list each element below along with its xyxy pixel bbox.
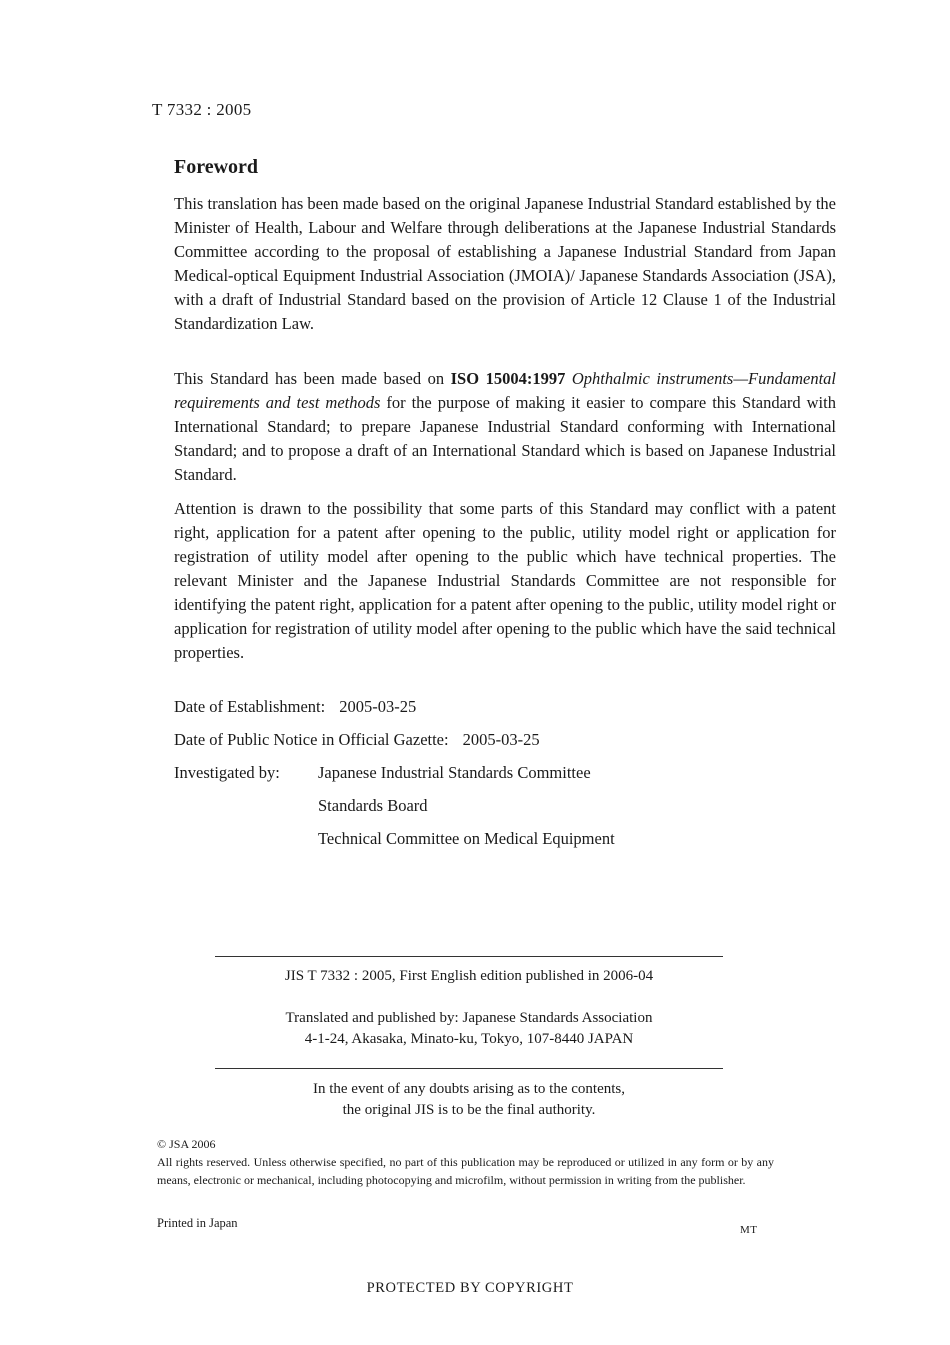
authority-notice — [215, 1079, 723, 1121]
copyright-notice: © JSA 2006 — [157, 1137, 216, 1151]
rights-statement: All rights reserved. Unless otherwise specified, no part of this publication may be reproduced or utilized in any form or by any means, electronic or mechanical, including photocopying and microfilm, without permission in writing from the publisher. — [157, 1155, 774, 1187]
document-id: T 7332 : 2005 — [152, 100, 252, 119]
investigated-label: Investigated by: — [174, 763, 280, 782]
establishment-date — [174, 697, 416, 717]
establishment-value: 2005-03-25 — [339, 697, 417, 716]
iso-reference: ISO 15004:1997 — [450, 369, 566, 388]
divider — [215, 1068, 723, 1069]
foreword-heading: Foreword — [174, 156, 259, 178]
divider — [215, 956, 723, 957]
investigator-line: Japanese Industrial Standards Committee — [318, 763, 591, 782]
printer-code: MT — [740, 1224, 758, 1236]
establishment-label: Date of Establishment: — [174, 697, 326, 716]
copyright-footer: PROTECTED BY COPYRIGHT — [366, 1280, 574, 1296]
authority-line-2: the original JIS is to be the final authority. — [342, 1102, 596, 1118]
investigator-line: Technical Committee on Medical Equipment — [318, 829, 615, 848]
foreword-paragraph-2 — [174, 367, 836, 487]
notice-value: 2005-03-25 — [462, 730, 540, 749]
authority-line-1: In the event of any doubts arising as to the contents, — [312, 1081, 625, 1097]
address-line: 4-1-24, Akasaka, Minato-ku, Tokyo, 107-8440 JAPAN — [304, 1031, 634, 1047]
edition-line: JIS T 7332 : 2005, First English edition published in 2006-04 — [284, 968, 654, 984]
printed-in: Printed in Japan — [157, 1216, 238, 1230]
investigator-line: Standards Board — [318, 796, 428, 815]
foreword-paragraph-3: Attention is drawn to the possibility that some parts of this Standard may conflict with a patent right, application for a patent after opening to the public, utility model right or application for registration of utility model after opening to the public which have technical properties. The relevant Minister and the Japanese Industrial Standards Committee are not responsible for identifying the patent right, application for a patent after opening to the public, utility model right or application for registration of utility model after opening to the public which have the said technical properties. — [174, 499, 836, 662]
foreword-paragraph-1: This translation has been made based on the original Japanese Industrial Standard established by the Minister of Health, Labour and Welfare through deliberations at the Japanese Industrial Standards Committee according to the proposal of establishing a Japanese Industrial Standard from Japan Medical-optical Equipment Industrial Association (JMOIA)/ Japanese Standards Association (JSA), with a draft of Industrial Standard based on the provision of Article 12 Clause 1 of the Industrial Standardization Law. — [174, 194, 836, 333]
publisher-block — [215, 1008, 723, 1050]
notice-label: Date of Public Notice in Official Gazette: — [174, 730, 449, 749]
para2-prefix: This Standard has been made based on — [174, 369, 451, 388]
public-notice-date — [174, 730, 540, 750]
para2-suffix: for the purpose of making it easier to compare this Standard with International Standard; to prepare Japanese Industrial Standard conforming with International Standard; and to propose a draft of an International Standard which is based on Japanese Industrial Standard. — [174, 393, 836, 484]
iso-title: Ophthalmic instruments—Fundamental requirements and test methods — [174, 369, 836, 412]
publisher-line: Translated and published by: Japanese Standards Association — [285, 1010, 653, 1026]
